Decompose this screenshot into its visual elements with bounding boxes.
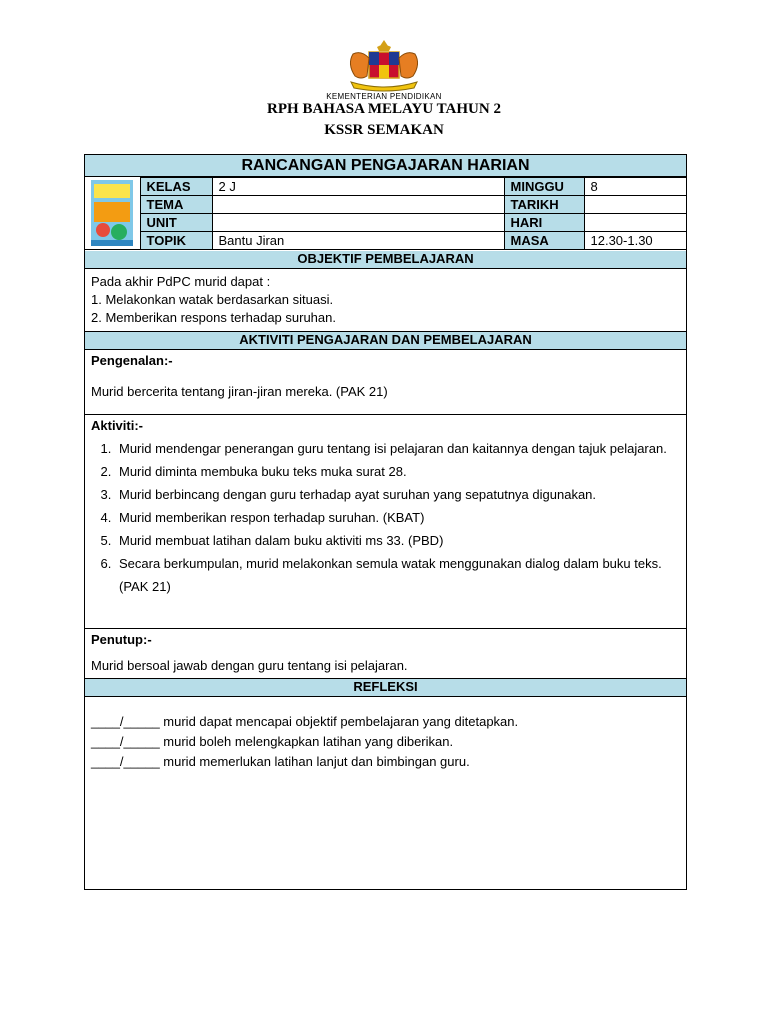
minggu-value: 8 — [584, 178, 686, 196]
kelas-label: KELAS — [140, 178, 212, 196]
textbook-cover-icon — [91, 180, 133, 246]
tarikh-value — [584, 196, 686, 214]
activity-label: Aktiviti:- — [91, 418, 143, 433]
topik-label: TOPIK — [140, 232, 212, 250]
document-header — [0, 38, 768, 139]
kelas-value: 2 J — [212, 178, 504, 196]
document-title: RPH BAHASA MELAYU TAHUN 2 — [267, 101, 501, 117]
coat-of-arms-icon — [339, 38, 429, 94]
reflection-line: ____/_____ murid dapat mencapai objektif pembelajaran yang ditetapkan. — [91, 714, 519, 729]
reflection-line: ____/_____ murid boleh melengkapkan latihan yang diberikan. — [91, 734, 454, 749]
document-subtitle: KSSR SEMAKAN — [324, 122, 444, 138]
closing-text: Murid bersoal jawab dengan guru tentang isi pelajaran. — [91, 658, 408, 673]
objectives-heading: OBJEKTIF PEMBELAJARAN — [85, 251, 686, 269]
textbook-cover — [85, 178, 140, 250]
objective-item: 2. Memberikan respons terhadap suruhan. — [91, 310, 336, 325]
objectives-intro: Pada akhir PdPC murid dapat : — [91, 274, 271, 289]
activities-heading: AKTIVITI PENGAJARAN DAN PEMBELAJARAN — [85, 332, 686, 350]
activity-step: 2. Murid diminta membuka buku teks muka surat 28. — [115, 460, 680, 483]
topik-value: Bantu Jiran — [212, 232, 504, 250]
unit-value — [212, 214, 504, 232]
tema-value — [212, 196, 504, 214]
introduction-section — [85, 350, 686, 415]
activity-step: 1. Murid mendengar penerangan guru tentang isi pelajaran dan kaitannya dengan tajuk pelajaran. — [115, 437, 680, 460]
masa-value: 12.30-1.30 — [584, 232, 686, 250]
activity-steps — [85, 437, 686, 598]
tema-label: TEMA — [140, 196, 212, 214]
objective-item: 1. Melakonkan watak berdasarkan situasi. — [91, 292, 334, 307]
reflection-section — [85, 711, 686, 773]
introduction-text: Murid bercerita tentang jiran-jiran mereka. (PAK 21) — [91, 384, 388, 399]
masa-label: MASA — [504, 232, 584, 250]
activity-step: 4. Murid memberikan respon terhadap suruhan. (KBAT) — [115, 506, 680, 529]
activity-step: 3. Murid berbincang dengan guru terhadap ayat suruhan yang sepatutnya digunakan. — [115, 483, 680, 506]
closing-label: Penutup:- — [91, 632, 152, 647]
activity-section — [85, 415, 686, 629]
introduction-label: Pengenalan:- — [91, 353, 173, 368]
info-table — [85, 177, 687, 250]
plan-heading: RANCANGAN PENGAJARAN HARIAN — [85, 155, 686, 177]
activity-step: 6. Secara berkumpulan, murid melakonkan semula watak menggunakan dialog dalam buku teks. (PAK 21) — [115, 552, 680, 598]
objectives-section — [85, 269, 686, 332]
hari-label: HARI — [504, 214, 584, 232]
minggu-label: MINGGU — [504, 178, 584, 196]
reflection-heading: REFLEKSI — [85, 679, 686, 697]
activity-step: 5. Murid membuat latihan dalam buku aktiviti ms 33. (PBD) — [115, 529, 680, 552]
unit-label: UNIT — [140, 214, 212, 232]
closing-section — [85, 629, 686, 679]
tarikh-label: TARIKH — [504, 196, 584, 214]
ministry-name: KEMENTERIAN PENDIDIKAN — [326, 92, 442, 101]
hari-value — [584, 214, 686, 232]
lesson-plan-sheet — [84, 154, 687, 890]
reflection-line: ____/_____ murid memerlukan latihan lanjut dan bimbingan guru. — [91, 754, 470, 769]
